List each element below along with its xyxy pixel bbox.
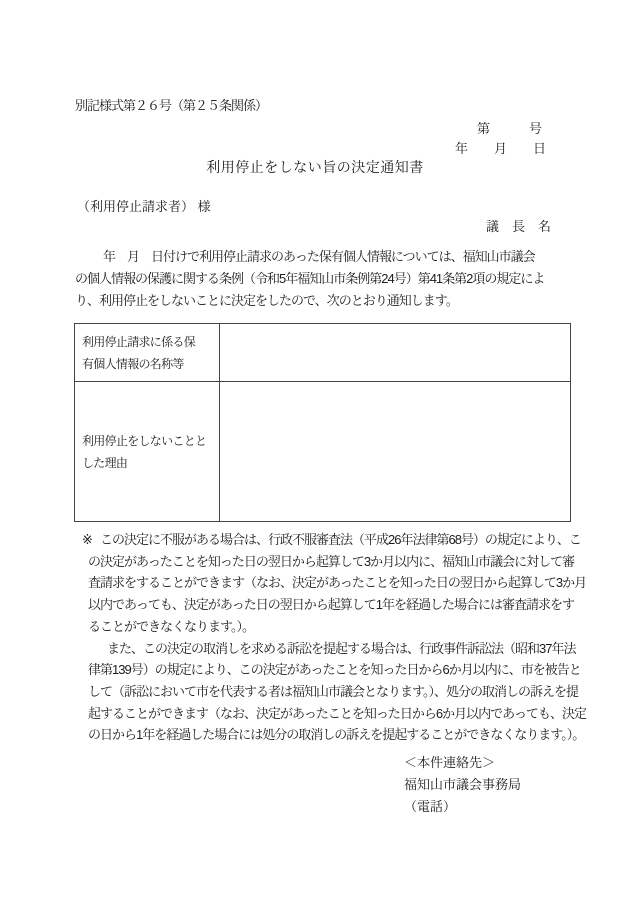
table-row [75,324,571,382]
note-text: この決定に不服がある場合は、行政不服審査法（平成26年法律第68号）の規定により、こ [100,532,581,547]
row-label-line: 有個人情報の名称等 [82,356,184,371]
note-line [82,529,588,551]
row-label-line: 利用停止をしないことと [82,433,207,448]
contact-block [404,752,521,818]
body-line: り、利用停止をしないことに決定をしたので、次のとおり通知します。 [75,293,458,308]
note-marker: ※ [82,532,93,547]
addressee: （利用停止請求者） 様 [77,199,211,214]
contact-phone: （電話） [404,799,457,814]
note-line: 起することができます（なお、決定があったことを知った日から6か月以内であっても、決定 [88,705,586,721]
note-line: ることができなくなります。）。 [88,618,254,634]
row-label-name [75,324,220,382]
form-number: 別記様式第２６号（第２５条関係） [75,98,268,113]
body-line: 年 月 日付けで利用停止請求のあった保有個人情報については、福知山市議会 [103,249,535,264]
date-blank: 年 月 日 [455,141,547,156]
document-number-blank: 第 号 [477,121,543,136]
note-line: して（訴訟において市を代表する者は福知山市議会となります。）、処分の取消しの訴えを提 [88,683,578,699]
note-line: の決定があったことを知った日の翌日から起算して3か月以内に、福知山市議会に対して審 [88,553,575,569]
info-table [74,323,571,522]
row-label-reason [75,382,220,522]
note-line: 以内であっても、決定があった日の翌日から起算して1年を経過した場合には審査請求をす [88,597,574,613]
notes-section [82,529,588,746]
table-row [75,382,571,522]
signer-name: 議 長 名 [486,219,552,234]
body-line: の個人情報の保護に関する条例（令和5年福知山市条例第24号）第41条第2項の規定によ [75,271,545,286]
note-line: 律第139号）の規定により、この決定があったことを知った日から6か月以内に、市を被告と [88,662,581,678]
row-value-name [220,324,571,382]
note-line: 査請求をすることができます（なお、決定があったことを知った日の翌日から起算して3か月 [88,575,587,591]
row-label-line: した理由 [82,455,128,470]
note-line: また、この決定の取消しを求める訴訟を提起する場合は、行政事件訴訟法（昭和37年法 [107,640,576,656]
body-paragraph [75,246,570,312]
row-label-line: 利用停止請求に係る保 [82,334,196,349]
contact-office: 福知山市議会事務局 [404,777,522,792]
row-value-reason [220,382,571,522]
note-line: の日から1年を経過した場合には処分の取消しの訴えを提起することができなくなります。）。 [88,727,585,743]
contact-label: ＜本件連絡先＞ [404,755,496,770]
document-title: 利用停止をしない旨の決定通知書 [206,159,424,175]
